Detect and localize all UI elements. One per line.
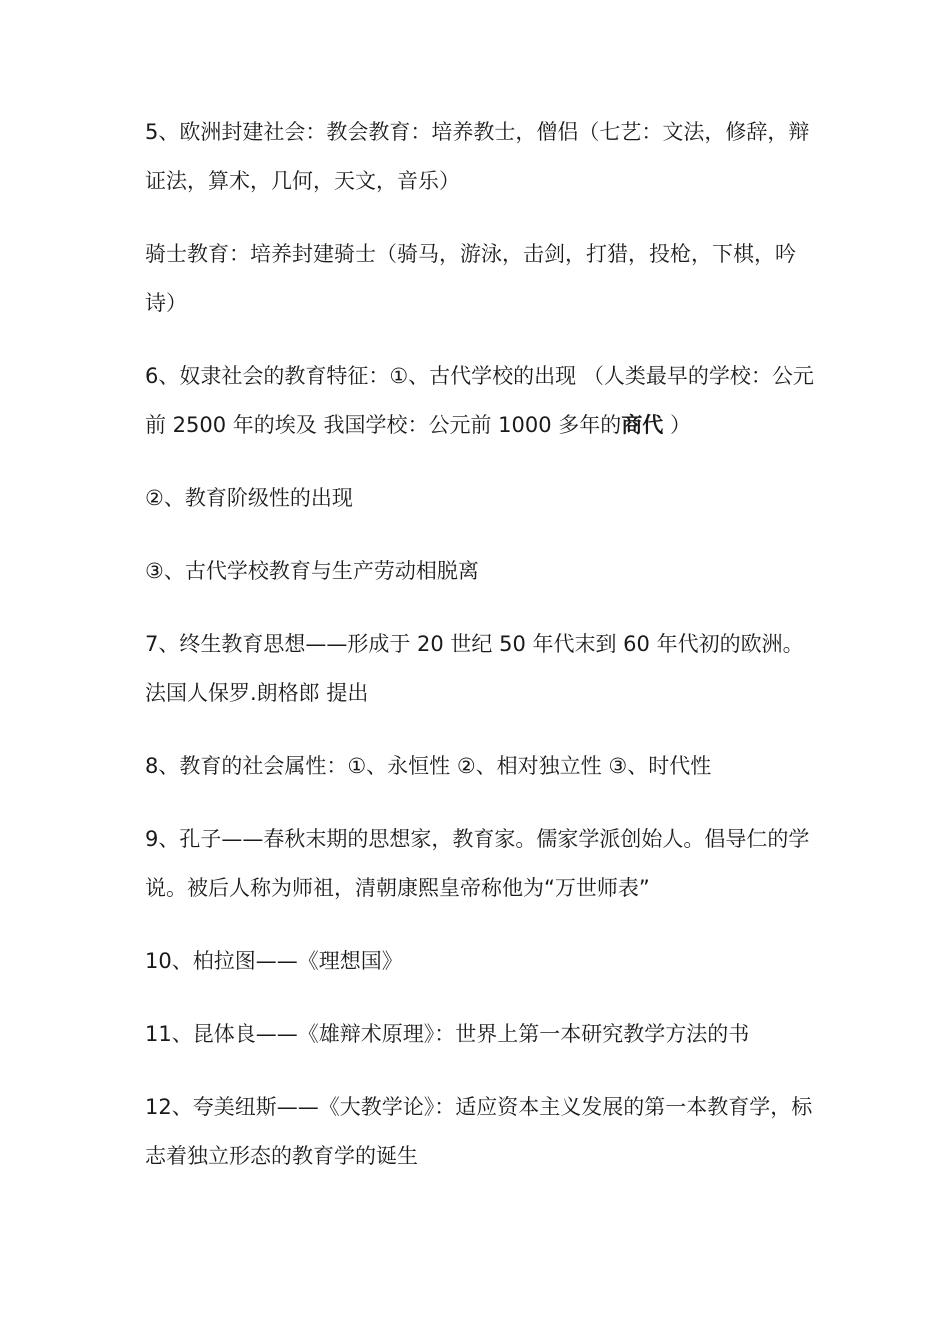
paragraph-8: 8、教育的社会属性：①、永恒性 ②、相对独立性 ③、时代性 — [145, 754, 712, 778]
paragraph-5: 5、欧洲封建社会：教会教育：培养教士，僧侣（七艺：文法，修辞，辩证法，算术，几何，天文，音乐） — [145, 120, 810, 193]
paragraph-6-tail: ） — [663, 413, 691, 437]
paragraph-6-text: 6、奴隶社会的教育特征：①、古代学校的出现 （人类最早的学校：公元前 2500 年的埃及 我国学校：公元前 1000 多年的 — [145, 364, 814, 437]
paragraph-knight-education: 骑士教育：培养封建骑士（骑马，游泳，击剑，打猎，投枪，下棋，吟诗） — [145, 242, 796, 315]
paragraph-6-bold: 商代 — [621, 413, 664, 437]
paragraph-7: 7、终生教育思想——形成于 20 世纪 50 年代末到 60 年代初的欧洲。法国人保罗.朗格郎 提出 — [145, 632, 804, 705]
paragraph-9: 9、孔子——春秋末期的思想家，教育家。儒家学派创始人。倡导仁的学说。被后人称为师祖，清朝康熙皇帝称他为“万世师表” — [145, 827, 810, 900]
paragraph-6 — [145, 352, 815, 450]
paragraph-12: 12、夸美纽斯——《大教学论》：适应资本主义发展的第一本教育学，标志着独立形态的教育学的诞生 — [145, 1095, 813, 1168]
paragraph-11: 11、昆体良——《雄辩术原理》：世界上第一本研究教学方法的书 — [145, 1022, 750, 1046]
paragraph-6-point-2: ②、教育阶级性的出现 — [145, 486, 353, 510]
paragraph-6-point-3: ③、古代学校教育与生产劳动相脱离 — [145, 559, 479, 583]
document-body — [145, 108, 815, 1205]
paragraph-10: 10、柏拉图——《理想国》 — [145, 949, 403, 973]
